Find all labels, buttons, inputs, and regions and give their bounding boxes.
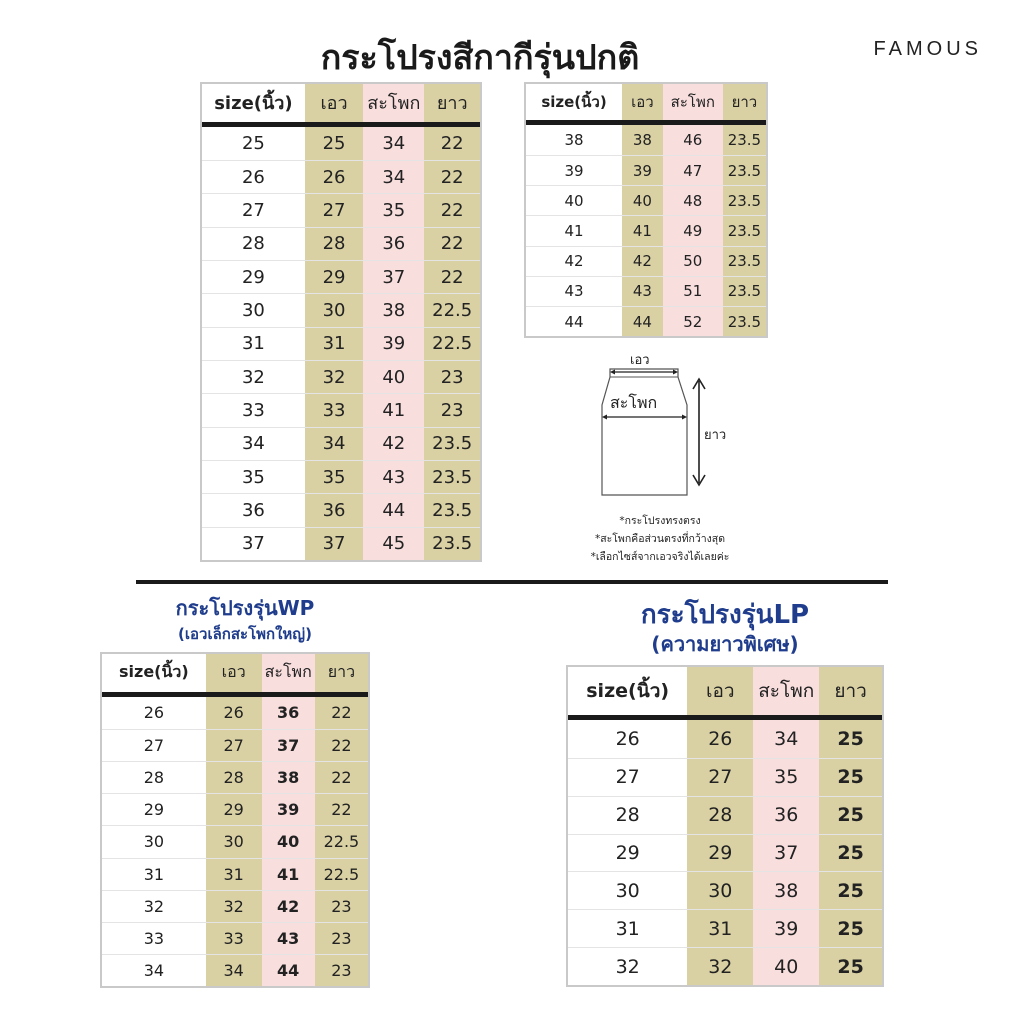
cell-length: 23.5 bbox=[723, 155, 766, 185]
table-row bbox=[202, 461, 480, 494]
table-row bbox=[202, 160, 480, 193]
skirt-diagram bbox=[590, 345, 740, 505]
cell-size: 26 bbox=[102, 694, 206, 729]
cell-waist: 30 bbox=[206, 826, 262, 858]
cell-waist: 25 bbox=[305, 124, 363, 160]
lp-section-subtitle: (ความยาวพิเศษ) bbox=[651, 632, 799, 656]
cell-length: 25 bbox=[819, 910, 882, 948]
cell-waist: 39 bbox=[622, 155, 663, 185]
col-header-hip: สะโพก bbox=[663, 84, 723, 122]
cell-size: 29 bbox=[102, 794, 206, 826]
cell-size: 28 bbox=[568, 796, 687, 834]
cell-hip: 34 bbox=[363, 124, 424, 160]
cell-waist: 32 bbox=[687, 948, 753, 985]
cell-waist: 30 bbox=[305, 294, 363, 327]
cell-hip: 34 bbox=[363, 160, 424, 193]
table-row bbox=[568, 872, 882, 910]
table-row bbox=[526, 246, 766, 276]
cell-size: 28 bbox=[102, 762, 206, 794]
col-header-waist: เอว bbox=[305, 84, 363, 124]
cell-waist: 42 bbox=[622, 246, 663, 276]
cell-waist: 28 bbox=[206, 762, 262, 794]
cell-hip: 45 bbox=[363, 527, 424, 560]
col-header-waist: เอว bbox=[622, 84, 663, 122]
cell-hip: 50 bbox=[663, 246, 723, 276]
cell-hip: 48 bbox=[663, 186, 723, 216]
cell-length: 23.5 bbox=[723, 307, 766, 337]
wp-size-table bbox=[100, 652, 370, 988]
col-header-hip: สะโพก bbox=[753, 667, 819, 717]
diagram-hip-label: สะโพก bbox=[610, 393, 658, 412]
table-row bbox=[102, 762, 368, 794]
cell-size: 31 bbox=[102, 858, 206, 890]
cell-length: 22 bbox=[424, 194, 480, 227]
cell-size: 34 bbox=[102, 955, 206, 986]
table-row bbox=[202, 427, 480, 460]
table-row bbox=[526, 307, 766, 337]
col-header-size: size(นิ้ว) bbox=[568, 667, 687, 717]
table-row bbox=[568, 717, 882, 758]
note-line: *กระโปรงทรงตรง bbox=[619, 515, 701, 527]
cell-hip: 40 bbox=[363, 361, 424, 394]
cell-waist: 27 bbox=[305, 194, 363, 227]
col-header-size: size(นิ้ว) bbox=[102, 654, 206, 694]
note-line: *สะโพกคือส่วนตรงที่กว้างสุด bbox=[594, 533, 726, 545]
cell-waist: 31 bbox=[305, 327, 363, 360]
cell-length: 22 bbox=[424, 160, 480, 193]
table-row bbox=[568, 948, 882, 985]
brand-logo: FAMOUS bbox=[873, 38, 982, 60]
cell-hip: 49 bbox=[663, 216, 723, 246]
cell-size: 35 bbox=[202, 461, 305, 494]
cell-waist: 28 bbox=[687, 796, 753, 834]
cell-waist: 38 bbox=[622, 122, 663, 155]
col-header-length: ยาว bbox=[819, 667, 882, 717]
cell-size: 42 bbox=[526, 246, 622, 276]
cell-size: 25 bbox=[202, 124, 305, 160]
cell-length: 23.5 bbox=[424, 527, 480, 560]
lp-section-title: กระโปรงรุ่นLP bbox=[640, 600, 810, 630]
cell-length: 23 bbox=[315, 922, 368, 954]
table-body bbox=[526, 122, 766, 336]
table-row bbox=[102, 858, 368, 890]
cell-waist: 29 bbox=[305, 260, 363, 293]
cell-waist: 30 bbox=[687, 872, 753, 910]
cell-length: 23.5 bbox=[723, 276, 766, 306]
cell-hip: 39 bbox=[753, 910, 819, 948]
table-row bbox=[202, 294, 480, 327]
table-body bbox=[568, 717, 882, 985]
cell-size: 30 bbox=[202, 294, 305, 327]
cell-hip: 40 bbox=[753, 948, 819, 985]
cell-hip: 34 bbox=[753, 717, 819, 758]
cell-hip: 42 bbox=[363, 427, 424, 460]
cell-hip: 43 bbox=[262, 922, 315, 954]
cell-size: 27 bbox=[102, 729, 206, 761]
cell-length: 23.5 bbox=[723, 186, 766, 216]
cell-waist: 35 bbox=[305, 461, 363, 494]
cell-length: 22 bbox=[424, 227, 480, 260]
diagram-length-label: ยาว bbox=[704, 428, 727, 443]
cell-length: 25 bbox=[819, 834, 882, 872]
cell-waist: 26 bbox=[206, 694, 262, 729]
cell-waist: 43 bbox=[622, 276, 663, 306]
cell-size: 30 bbox=[568, 872, 687, 910]
table-row bbox=[102, 922, 368, 954]
cell-hip: 52 bbox=[663, 307, 723, 337]
table-row bbox=[526, 122, 766, 155]
cell-size: 26 bbox=[568, 717, 687, 758]
cell-waist: 33 bbox=[305, 394, 363, 427]
cell-size: 32 bbox=[568, 948, 687, 985]
cell-hip: 41 bbox=[262, 858, 315, 890]
cell-length: 22.5 bbox=[424, 327, 480, 360]
cell-hip: 38 bbox=[262, 762, 315, 794]
table-row bbox=[202, 361, 480, 394]
table-row bbox=[202, 494, 480, 527]
cell-waist: 28 bbox=[305, 227, 363, 260]
table-row bbox=[102, 955, 368, 986]
cell-length: 23.5 bbox=[723, 216, 766, 246]
table-row bbox=[526, 186, 766, 216]
cell-length: 23.5 bbox=[424, 494, 480, 527]
cell-size: 34 bbox=[202, 427, 305, 460]
col-header-length: ยาว bbox=[723, 84, 766, 122]
cell-waist: 26 bbox=[687, 717, 753, 758]
cell-size: 30 bbox=[102, 826, 206, 858]
cell-hip: 37 bbox=[363, 260, 424, 293]
table-row bbox=[102, 794, 368, 826]
table-row bbox=[568, 796, 882, 834]
cell-size: 41 bbox=[526, 216, 622, 246]
table-row bbox=[526, 155, 766, 185]
cell-length: 22 bbox=[424, 260, 480, 293]
page-title: กระโปรงสีกากีรุ่นปกติ bbox=[320, 38, 640, 78]
cell-waist: 34 bbox=[305, 427, 363, 460]
cell-waist: 29 bbox=[206, 794, 262, 826]
cell-hip: 35 bbox=[363, 194, 424, 227]
regular-size-table-b bbox=[524, 82, 768, 338]
cell-size: 38 bbox=[526, 122, 622, 155]
cell-hip: 36 bbox=[262, 694, 315, 729]
cell-length: 23 bbox=[315, 955, 368, 986]
col-header-hip: สะโพก bbox=[363, 84, 424, 124]
table-row bbox=[526, 216, 766, 246]
cell-hip: 36 bbox=[363, 227, 424, 260]
cell-size: 32 bbox=[102, 890, 206, 922]
table-row bbox=[202, 227, 480, 260]
cell-size: 37 bbox=[202, 527, 305, 560]
cell-size: 31 bbox=[202, 327, 305, 360]
table-row bbox=[202, 194, 480, 227]
table-row bbox=[202, 260, 480, 293]
table-row bbox=[568, 758, 882, 796]
cell-hip: 39 bbox=[363, 327, 424, 360]
lp-size-table bbox=[566, 665, 884, 987]
cell-length: 22 bbox=[424, 124, 480, 160]
cell-hip: 37 bbox=[753, 834, 819, 872]
wp-section-title: กระโปรงรุ่นWP bbox=[175, 596, 315, 620]
cell-size: 40 bbox=[526, 186, 622, 216]
cell-size: 44 bbox=[526, 307, 622, 337]
section-divider bbox=[136, 580, 888, 584]
table-row bbox=[202, 124, 480, 160]
cell-length: 23 bbox=[315, 890, 368, 922]
cell-waist: 33 bbox=[206, 922, 262, 954]
cell-hip: 36 bbox=[753, 796, 819, 834]
cell-waist: 31 bbox=[206, 858, 262, 890]
cell-waist: 40 bbox=[622, 186, 663, 216]
cell-hip: 46 bbox=[663, 122, 723, 155]
cell-waist: 41 bbox=[622, 216, 663, 246]
table-row bbox=[102, 826, 368, 858]
cell-length: 22.5 bbox=[424, 294, 480, 327]
cell-size: 31 bbox=[568, 910, 687, 948]
cell-length: 23 bbox=[424, 361, 480, 394]
table-row bbox=[102, 729, 368, 761]
cell-size: 39 bbox=[526, 155, 622, 185]
cell-hip: 44 bbox=[262, 955, 315, 986]
cell-size: 29 bbox=[202, 260, 305, 293]
cell-hip: 43 bbox=[363, 461, 424, 494]
cell-size: 26 bbox=[202, 160, 305, 193]
cell-length: 25 bbox=[819, 948, 882, 985]
table-row bbox=[568, 834, 882, 872]
cell-hip: 39 bbox=[262, 794, 315, 826]
cell-length: 25 bbox=[819, 717, 882, 758]
cell-length: 23.5 bbox=[424, 461, 480, 494]
cell-size: 33 bbox=[202, 394, 305, 427]
table-body bbox=[102, 694, 368, 986]
cell-length: 22 bbox=[315, 762, 368, 794]
cell-length: 25 bbox=[819, 758, 882, 796]
cell-size: 27 bbox=[202, 194, 305, 227]
cell-size: 29 bbox=[568, 834, 687, 872]
col-header-size: size(นิ้ว) bbox=[526, 84, 622, 122]
cell-length: 23 bbox=[424, 394, 480, 427]
table-row bbox=[568, 910, 882, 948]
table-row bbox=[202, 394, 480, 427]
cell-waist: 34 bbox=[206, 955, 262, 986]
col-header-waist: เอว bbox=[687, 667, 753, 717]
col-header-waist: เอว bbox=[206, 654, 262, 694]
cell-hip: 38 bbox=[363, 294, 424, 327]
cell-hip: 42 bbox=[262, 890, 315, 922]
cell-waist: 32 bbox=[305, 361, 363, 394]
cell-size: 33 bbox=[102, 922, 206, 954]
cell-size: 32 bbox=[202, 361, 305, 394]
table-row bbox=[526, 276, 766, 306]
col-header-length: ยาว bbox=[424, 84, 480, 124]
cell-hip: 44 bbox=[363, 494, 424, 527]
col-header-hip: สะโพก bbox=[262, 654, 315, 694]
diagram-waist-label: เอว bbox=[630, 353, 650, 368]
cell-length: 23.5 bbox=[723, 246, 766, 276]
table-row bbox=[202, 327, 480, 360]
table-row bbox=[102, 890, 368, 922]
cell-size: 36 bbox=[202, 494, 305, 527]
cell-waist: 31 bbox=[687, 910, 753, 948]
cell-length: 22.5 bbox=[315, 858, 368, 890]
cell-hip: 51 bbox=[663, 276, 723, 306]
notes bbox=[560, 512, 760, 566]
cell-waist: 37 bbox=[305, 527, 363, 560]
cell-size: 28 bbox=[202, 227, 305, 260]
table-row bbox=[102, 694, 368, 729]
cell-length: 23.5 bbox=[723, 122, 766, 155]
note-line: *เลือกไซส์จากเอวจริงได้เลยค่ะ bbox=[590, 551, 730, 563]
cell-waist: 29 bbox=[687, 834, 753, 872]
cell-length: 25 bbox=[819, 796, 882, 834]
cell-size: 27 bbox=[568, 758, 687, 796]
table-body bbox=[202, 124, 480, 560]
cell-waist: 27 bbox=[206, 729, 262, 761]
cell-hip: 41 bbox=[363, 394, 424, 427]
table-row bbox=[202, 527, 480, 560]
wp-section-subtitle: (เอวเล็กสะโพกใหญ่) bbox=[178, 625, 312, 643]
col-header-size: size(นิ้ว) bbox=[202, 84, 305, 124]
cell-length: 22 bbox=[315, 694, 368, 729]
cell-length: 25 bbox=[819, 872, 882, 910]
cell-length: 22 bbox=[315, 729, 368, 761]
cell-hip: 40 bbox=[262, 826, 315, 858]
cell-length: 22.5 bbox=[315, 826, 368, 858]
cell-length: 22 bbox=[315, 794, 368, 826]
cell-hip: 37 bbox=[262, 729, 315, 761]
cell-waist: 44 bbox=[622, 307, 663, 337]
regular-size-table-a bbox=[200, 82, 482, 562]
cell-hip: 47 bbox=[663, 155, 723, 185]
cell-waist: 26 bbox=[305, 160, 363, 193]
cell-length: 23.5 bbox=[424, 427, 480, 460]
cell-hip: 38 bbox=[753, 872, 819, 910]
cell-hip: 35 bbox=[753, 758, 819, 796]
cell-waist: 32 bbox=[206, 890, 262, 922]
col-header-length: ยาว bbox=[315, 654, 368, 694]
cell-waist: 36 bbox=[305, 494, 363, 527]
cell-waist: 27 bbox=[687, 758, 753, 796]
cell-size: 43 bbox=[526, 276, 622, 306]
